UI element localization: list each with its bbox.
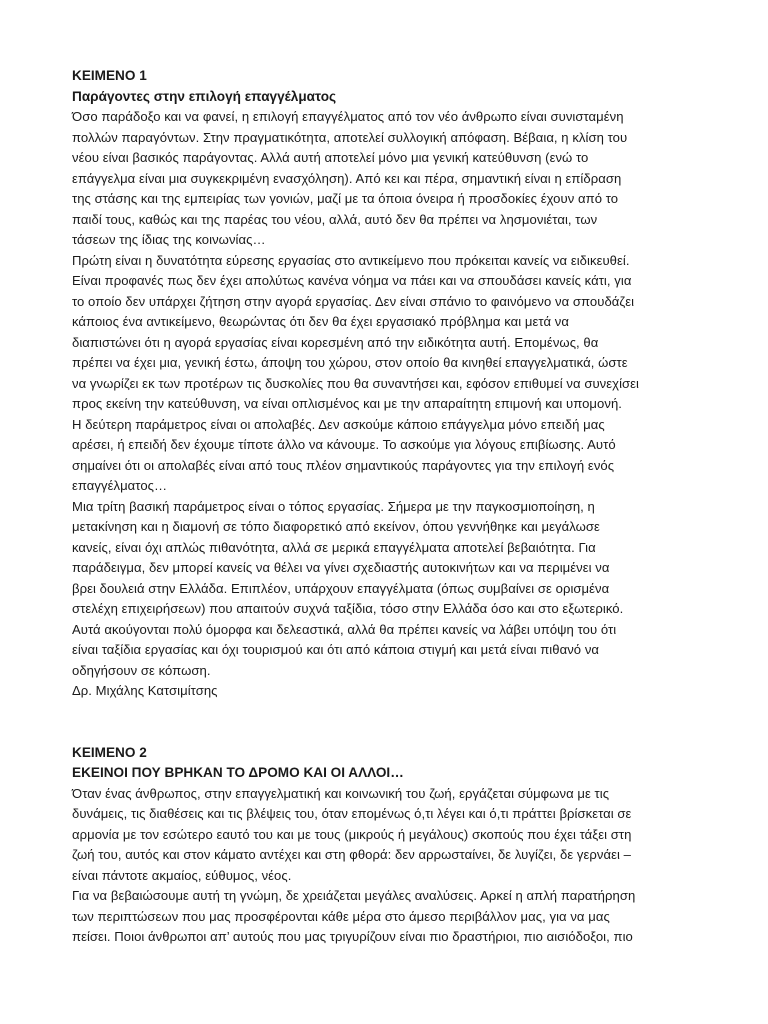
section-1-text-line: Είναι προφανές πως δεν έχει απολύτως κανένα νόημα να πάει και να σπουδάσει κανείς κάτι, για bbox=[72, 273, 632, 288]
section-1-body bbox=[72, 107, 700, 681]
section-1-text-line: σημαίνει ότι οι απολαβές είναι από τους πλέον σημαντικούς παράγοντες για την επιλογή ενός bbox=[72, 457, 615, 473]
section-2-body bbox=[72, 784, 700, 948]
section-spacer bbox=[72, 702, 700, 743]
section-1-title: Παράγοντες στην επιλογή επαγγέλματος bbox=[72, 88, 337, 104]
section-1-text-line: πολλών παραγόντων. Στην πραγματικότητα, αποτελεί συλλογική απόφαση. Βέβαια, η κλίση του bbox=[72, 129, 628, 145]
section-2-text-line: πείσει. Ποιοι άνθρωποι απ’ αυτούς που μας τριγυρίζουν είναι πιο δραστήριοι, πιο αισιόδοξοι, πιο bbox=[72, 929, 633, 944]
section-2-text-line: αρμονία με τον εσώτερο εαυτό του και με τους (μικρούς ή μεγάλους) σκοπούς που έχει τάξει στη bbox=[72, 826, 632, 842]
text-section-1 bbox=[72, 66, 700, 702]
section-1-text-line: Πρώτη είναι η δυνατότητα εύρεσης εργασίας στο αντικείμενο που πρόκειται κανείς να ειδικευθεί. bbox=[72, 252, 630, 268]
section-1-author: Δρ. Μιχάλης Κατσιμίτσης bbox=[72, 683, 218, 698]
section-2-label: ΚΕΙΜΕΝΟ 2 bbox=[72, 744, 147, 760]
section-1-text-line: Όσο παράδοξο και να φανεί, η επιλογή επαγγέλματος από τον νέο άνθρωπο είναι συνισταμένη bbox=[72, 109, 624, 124]
section-2-text-line: Για να βεβαιώσουμε αυτή τη γνώμη, δε χρειάζεται μεγάλες αναλύσεις. Αρκεί η απλή παρατήρηση bbox=[72, 888, 636, 903]
section-2-text-line: των περιπτώσεων που μας προσφέρονται κάθε μέρα στο άμεσο περιβάλλον μας, για να μας bbox=[72, 908, 610, 924]
section-1-text-line: νέου είναι βασικός παράγοντας. Αλλά αυτή αποτελεί μόνο μια γενική κατεύθυνση (ενώ το bbox=[72, 150, 589, 165]
section-2-text-line: δυνάμεις, τις διαθέσεις και τις βλέψεις του, όταν επομένως ό,τι λέγει και ό,τι πράττει βρίσκεται σε bbox=[72, 806, 632, 821]
section-1-text-line: τάσεων της ίδιας της κοινωνίας… bbox=[72, 232, 266, 247]
section-1-text-line: μετακίνηση και η διαμονή σε τόπο διαφορετικό από εκείνον, όπου γεννήθηκε και μεγάλωσε bbox=[72, 519, 600, 534]
section-1-text-line: αρέσει, ή επειδή δεν έχουμε τίποτε άλλο να κάνουμε. Το ασκούμε για λόγους επιβίωσης. Αυτό bbox=[72, 437, 616, 452]
section-2-text-line: είναι πάντοτε ακμαίος, εύθυμος, νέος. bbox=[72, 867, 292, 883]
section-1-text-line: Μια τρίτη βασική παράμετρος είναι ο τόπος εργασίας. Σήμερα με την παγκοσμιοποίηση, η bbox=[72, 498, 595, 514]
section-1-text-line: κανείς, είναι όχι απλώς πιθανότητα, αλλά σε μερικά επαγγέλματα αποτελεί βεβαιότητα. Για bbox=[72, 539, 596, 555]
text-section-2 bbox=[72, 743, 700, 948]
section-1-text-line: παράδειγμα, δεν μπορεί κανείς να θέλει να γίνει σχεδιαστής αυτοκινήτων και να περιμένει να bbox=[72, 560, 610, 575]
section-1-text-line: Αυτά ακούγονται πολύ όμορφα και δελεαστικά, αλλά θα πρέπει κανείς να λάβει υπόψη του ότι bbox=[72, 621, 617, 637]
section-2-title: ΕΚΕΙΝΟΙ ΠΟΥ ΒΡΗΚΑΝ ΤΟ ΔΡΟΜΟ ΚΑΙ ΟΙ ΑΛΛΟΙ… bbox=[72, 765, 404, 780]
section-2-text-line: Όταν ένας άνθρωπος, στην επαγγελματική και κοινωνική του ζωή, εργάζεται σύμφωνα με τις bbox=[72, 785, 610, 801]
section-1-text-line: οδηγήσουν σε κόπωση. bbox=[72, 662, 211, 678]
section-1-text-line: Η δεύτερη παράμετρος είναι οι απολαβές. Δεν ασκούμε κάποιο επάγγελμα μόνο επειδή μας bbox=[72, 416, 605, 432]
section-1-text-line: της στάσης και της εμπειρίας των γονιών, μαζί με τα όποια όνειρα ή προσδοκίες έχουν από το bbox=[72, 191, 619, 206]
section-1-text-line: πρέπει να έχει μια, γενική έστω, άποψη του χώρου, στον οποίο θα κινηθεί επαγγελματικά, ώστε bbox=[72, 355, 628, 370]
section-1-text-line: διαπιστώνει ότι η αγορά εργασίας είναι κορεσμένη από την ειδικότητα αυτή. Επομένως, θα bbox=[72, 334, 599, 350]
section-1-text-line: παιδί τους, καθώς και της παρέας του νέου, αλλά, αυτό δεν θα πρέπει να λησμονιέται, των bbox=[72, 211, 598, 227]
section-1-text-line: βρει δουλειά στην Ελλάδα. Επιπλέον, υπάρχουν επαγγέλματα (όπως συμβαίνει σε ορισμένα bbox=[72, 580, 610, 596]
section-1-text-line: κάποιος ένα αντικείμενο, θεωρώντας ότι δεν θα έχει εργασιακό πρόβλημα και μετά να bbox=[72, 314, 569, 329]
section-2-text-line: ζωή του, αυτός και στον κάματο αντέχει και στη φθορά: δεν αρρωσταίνει, δε λυγίζει, δε γερνάει – bbox=[72, 847, 631, 862]
section-1-text-line: προς εκείνη την κατεύθυνση, να είναι οπλισμένος και με την απαραίτητη επιμονή και υπομονή. bbox=[72, 396, 622, 411]
section-1-text-line: επάγγελμα είναι μια συγκεκριμένη ενασχόληση). Από κει και πέρα, σημαντική είναι η επίδραση bbox=[72, 170, 622, 186]
section-1-text-line: επαγγέλματος… bbox=[72, 478, 168, 493]
document-page bbox=[72, 66, 700, 948]
section-1-text-line: στελέχη επιχειρήσεων) που απαιτούν συχνά ταξίδια, τόσο στην Ελλάδα όσο και στο εξωτερικό. bbox=[72, 601, 624, 616]
section-1-text-line: να γνωρίζει εκ των προτέρων τις δυσκολίες που θα συναντήσει και, εφόσον επιθυμεί να συνεχίσει bbox=[72, 375, 640, 391]
section-1-text-line: το οποίο δεν υπάρχει ζήτηση στην αγορά εργασίας. Δεν είναι σπάνιο το φαινόμενο να σπουδάζει bbox=[72, 293, 635, 309]
section-1-text-line: είναι ταξίδια εργασίας και όχι τουρισμού και ότι από κάποια στιγμή και μετά είναι πιθανό να bbox=[72, 642, 600, 657]
section-1-label: ΚΕΙΜΕΝΟ 1 bbox=[72, 68, 147, 83]
